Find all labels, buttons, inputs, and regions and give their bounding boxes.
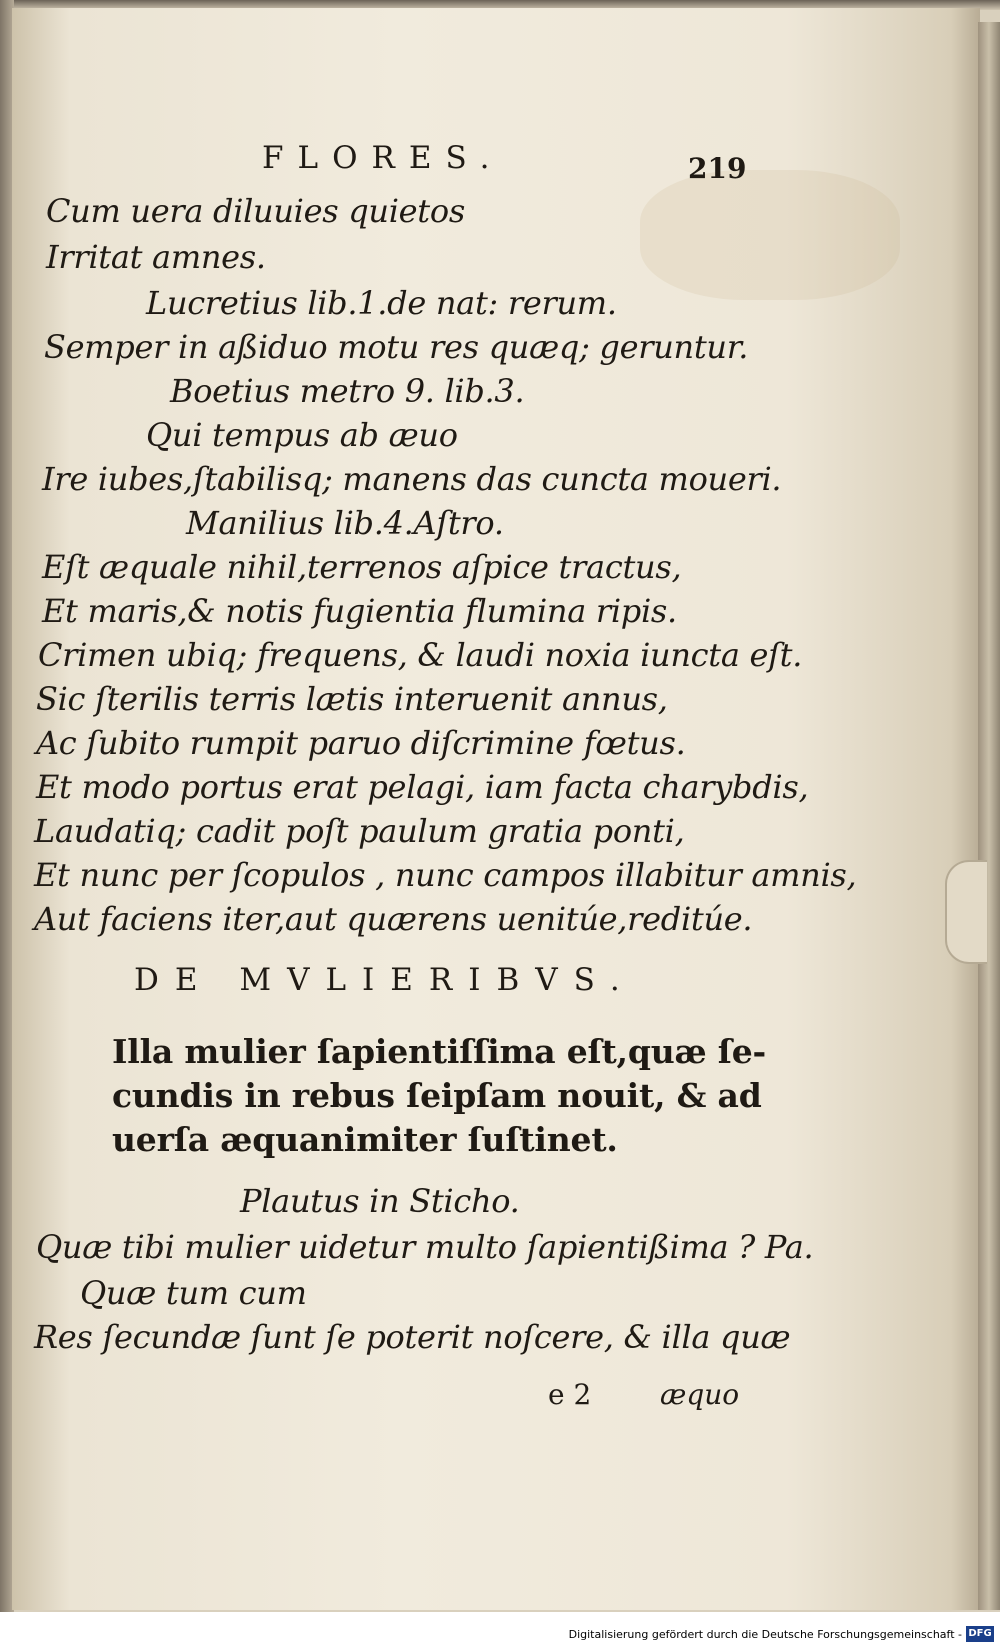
page-tab-marker — [945, 860, 987, 964]
prose-line: cundis in rebus ſeipſam nouit, & ad — [112, 1076, 762, 1115]
dfg-logo: DFG — [966, 1626, 994, 1642]
source-citation: Lucretius lib.1.de nat: rerum. — [146, 284, 617, 322]
paper-stain — [640, 170, 900, 300]
verse-line: Et nunc per ſcopulos , nunc campos illabitur amnis, — [34, 856, 857, 894]
verse-line: Semper in aßiduo motu res quæq; geruntur. — [44, 328, 749, 366]
verse-line: Crimen ubiq; frequens, & laudi noxia iuncta eſt. — [38, 636, 803, 674]
verse-line: Sic ſterilis terris lætis interuenit annus, — [36, 680, 668, 718]
page-stack-edge — [978, 22, 1000, 1610]
verse-line: Et maris,& notis fugientia flumina ripis. — [42, 592, 677, 630]
prose-line: Illa mulier ſapientiſſima eſt,quæ ſe- — [112, 1032, 767, 1071]
signature-mark: e 2 — [548, 1378, 592, 1411]
verse-line: Eſt æquale nihil,terrenos aſpice tractus, — [42, 548, 682, 586]
verse-line: Quæ tibi mulier uidetur multo ſapientißima ? Pa. — [36, 1228, 814, 1266]
verse-line: Res ſecundæ ſunt ſe poterit noſcere, & illa quæ — [34, 1318, 791, 1356]
verse-line: Ac ſubito rumpit paruo diſcrimine fœtus. — [36, 724, 686, 762]
verse-line: Qui tempus ab æuo — [146, 416, 458, 454]
prose-line: uerſa æquanimiter ſuſtinet. — [112, 1120, 618, 1159]
verse-line: Laudatiq; cadit poſt paulum gratia ponti, — [34, 812, 685, 850]
running-title: FLORES. — [262, 140, 504, 176]
footer-credit: Digitalisierung gefördert durch die Deutsche Forschungsgemeinschaft - — [568, 1628, 962, 1641]
verse-line: Aut faciens iter,aut quærens uenitúe,reditúe. — [34, 900, 753, 938]
catchword: æquo — [660, 1378, 740, 1411]
source-citation: Boetius metro 9. lib.3. — [170, 372, 525, 410]
verse-line: Ire iubes,ſtabilisq; manens das cuncta moueri. — [42, 460, 782, 498]
folio-number: 219 — [688, 152, 747, 185]
section-heading: DE MVLIERIBVS. — [134, 962, 636, 998]
verse-line: Quæ tum cum — [80, 1274, 307, 1312]
source-citation: Plautus in Sticho. — [240, 1182, 520, 1220]
verse-line: Irritat amnes. — [46, 238, 266, 276]
verse-line: Cum uera diluuies quietos — [46, 192, 465, 230]
source-citation: Manilius lib.4.Aſtro. — [186, 504, 504, 542]
verse-line: Et modo portus erat pelagi, iam facta charybdis, — [36, 768, 809, 806]
